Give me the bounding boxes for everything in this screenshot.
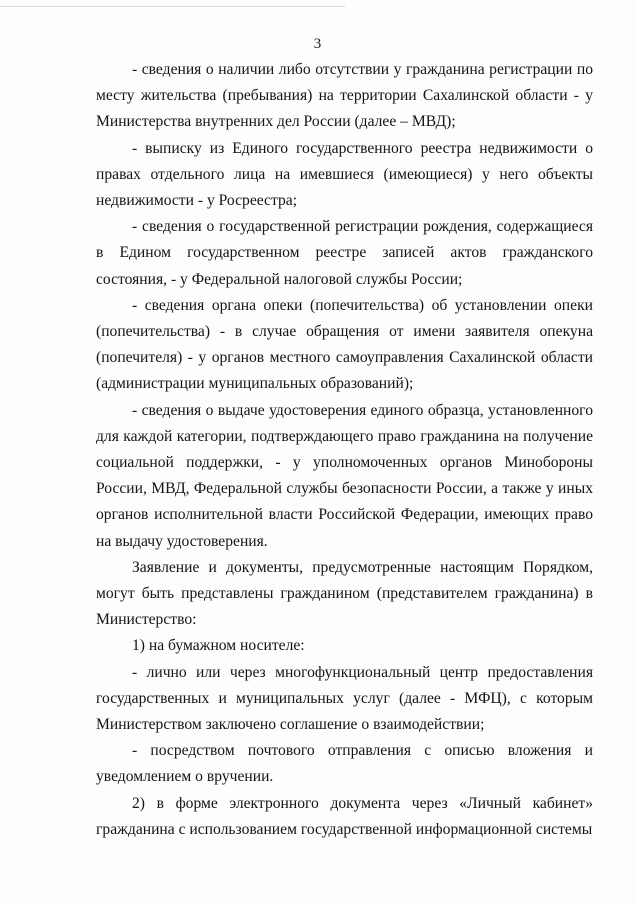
paragraph-rosreestr-extract: - выписку из Единого государственного реестра недвижимости о правах отдельного лица на имевшиеся (имеющиеся) у него объекты недвижимости - у Росреестра; bbox=[96, 139, 593, 210]
paragraph-electronic-form: 2) в форме электронного документа через «Личный кабинет» гражданина с использованием государственной информационной системы bbox=[96, 794, 593, 838]
paragraph-submission-intro: Заявление и документы, предусмотренные настоящим Порядком, могут быть представлены гражданином (представителем гражданина) в Министерство: bbox=[96, 558, 593, 629]
paragraph-postal: - посредством почтового отправления с описью вложения и уведомлением о вручении. bbox=[96, 742, 593, 786]
paragraph-mvd-registration: - сведения о наличии либо отсутствии у гражданина регистрации по месту жительства (пребывания) на территории Сахалинской области - у Министерства внутренних дел России (далее – МВД); bbox=[96, 61, 593, 131]
paragraph-in-person-mfc: - лично или через многофункциональный центр предоставления государственных и муниципальных услуг (далее - МФЦ), с которым Министерством заключено соглашение о взаимодействии; bbox=[96, 663, 593, 734]
paragraph-certificate: - сведения о выдаче удостоверения единого образца, установленного для каждой категории, подтверждающего право гражданина на получение социальной поддержки, - у уполномоченных органов Минобороны России, МВД, Федеральной службы безопасности России, а также у иных органов исполнительной власти Российской Федерации, имеющих право на выдачу удостоверения. bbox=[96, 401, 593, 550]
paragraph-birth-registration: - сведения о государственной регистрации рождения, содержащиеся в Едином государственном реестре записей актов гражданского состояния, - у Федеральной налоговой службы России; bbox=[96, 218, 593, 288]
paragraph-guardianship: - сведения органа опеки (попечительства) об установлении опеки (попечительства) - в случае обращения от имени заявителя опекуна (попечителя) - у органов местного самоуправления Сахалинской области (администрации муниципальных образований); bbox=[96, 296, 593, 393]
paragraph-paper-form: 1) на бумажном носителе: bbox=[132, 637, 305, 655]
scan-edge-line bbox=[0, 6, 345, 7]
page-number: 3 bbox=[313, 36, 322, 52]
body-text bbox=[96, 57, 593, 843]
